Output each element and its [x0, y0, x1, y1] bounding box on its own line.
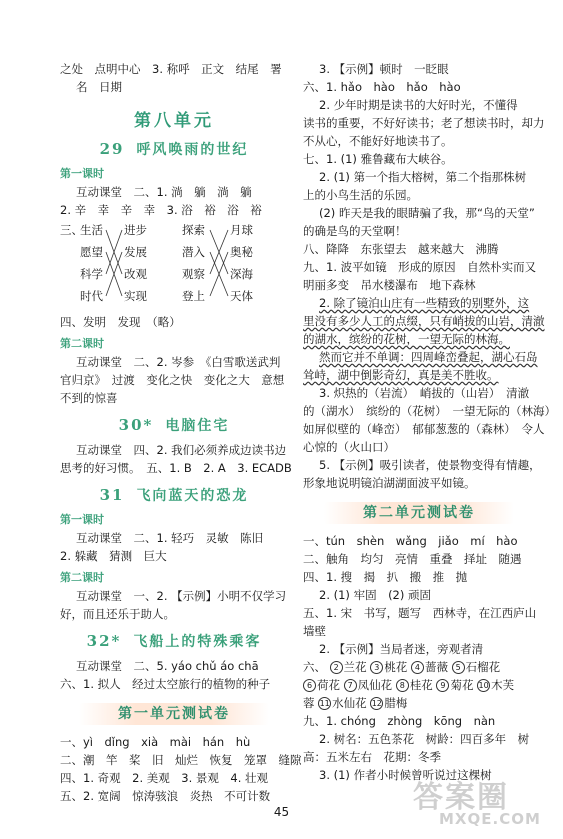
circled-number: 7: [344, 679, 357, 692]
text-line: 高：五米左右 花期：冬季: [303, 750, 441, 764]
test-section-title: [324, 502, 514, 524]
text-line: 四、发明 发现 （略）: [60, 315, 181, 329]
text-line: 不到的惊喜: [60, 391, 118, 405]
text-line: 互动课堂 四、2. 我们必须养成边读书边: [76, 443, 287, 457]
text-line: 五、1. 宋 书写，题写 西林寺，在江西庐山: [303, 606, 537, 620]
flower-name: 腊梅: [384, 696, 408, 710]
text-line: 二、潮 竿 桨 旧 灿烂 恢复 笼罩 缝隙: [60, 753, 302, 767]
lesson-title-32: [60, 631, 288, 651]
match-word: 潜入: [182, 245, 205, 259]
text-line: 2. 辛 幸 辛 幸 3. 浴 裕 浴 裕: [60, 203, 262, 217]
text-line: 五、2. 宽阔 惊涛骇浪 炎热 不可计数: [60, 789, 271, 803]
session-label: 第二课时: [60, 571, 104, 584]
circled-number: 3: [370, 661, 383, 674]
text-line: 互动课堂 二、1. 淌 躺 淌 躺: [76, 185, 252, 199]
test-title-text: 第二单元测试卷: [363, 505, 475, 521]
text-line: 六、1. 拟人 经过太空旅行的植物的种子: [60, 677, 271, 691]
text-line: 互动课堂 二、2. 岑参 《白雪歌送武判: [76, 355, 281, 369]
text-line: 2. (1) 牢固 (2) 顽固: [319, 588, 432, 602]
flower-answers-row: [303, 676, 535, 694]
flower-name: 水仙花: [332, 696, 367, 710]
match-word: 科学: [80, 267, 103, 281]
text-line: 的确是鸟的天堂啊！: [303, 224, 407, 238]
text-line: 之处 点明中心 3. 称呼 正文 结尾 署: [60, 62, 282, 76]
lesson-number: 32*: [86, 632, 122, 650]
match-word: 奥秘: [230, 245, 253, 259]
lesson-number: 30*: [118, 416, 154, 434]
lesson-name: 电脑住宅: [165, 418, 230, 434]
text-line: 七、1. (1) 雅鲁藏布大峡谷。: [303, 152, 453, 166]
match-word: 进步: [124, 223, 147, 237]
session-label: 第一课时: [60, 513, 104, 526]
exercise-number: 六、: [303, 660, 326, 674]
text-line: 好，而且还乐于助人。: [60, 607, 175, 621]
watermark-text: 答案圈: [413, 780, 509, 815]
session-label: 第一课时: [60, 167, 104, 180]
text-line: (2) 昨天是我的眼睛骗了我，那“鸟的天堂”: [319, 206, 535, 220]
lesson-number: 29: [99, 140, 125, 158]
text-line: 互动课堂 二、5. yáo chǔ áo chā: [76, 659, 259, 673]
circled-number: 12: [371, 699, 382, 708]
text-line: 二、触角 均匀 亮情 重叠 择址 随遇: [303, 552, 522, 566]
text-line: 的（湖水） 缤纷的（花树） 一望无际的（林海）: [303, 404, 556, 418]
text-line: 明丽多变 吊水楼瀑布 地下森林: [303, 278, 476, 292]
circled-number: 11: [319, 699, 330, 708]
text-line: 官归京》 过渡 变化之快 变化之大 意想: [60, 373, 285, 387]
text-line: 六、1. hǎo hào hǎo hào: [303, 80, 461, 94]
text-line: 一、tún shèn wǎng jiǎo mí hào: [303, 534, 518, 548]
text-line: 互动课堂 二、1. 轻巧 灵敏 陈旧: [76, 531, 264, 545]
lesson-title-30: [60, 415, 288, 435]
flower-name: 桃花: [384, 660, 408, 674]
flower-name: 蔷薇: [424, 660, 448, 674]
flower-name: 凤仙花: [357, 678, 393, 692]
test-title-text: 第一单元测试卷: [118, 706, 230, 722]
match-word: 实现: [124, 289, 147, 303]
text-line: 墙壁: [303, 624, 326, 638]
text-line: 2. 【示例】当局者迷，旁观者清: [319, 642, 484, 656]
lesson-title-29: [60, 139, 288, 159]
text-line: 上的小鸟生活的乐园。: [303, 188, 418, 202]
underlined-text-line: 的湖水，缤纷的花树，一望无际的林海。: [303, 332, 510, 346]
match-word: 月球: [230, 223, 253, 237]
text-line: 不从心，不能好好地读书了。: [303, 134, 453, 148]
text-line: 形象地说明镜泊湖湖面波平如镜。: [303, 476, 476, 490]
text-line: 如屏似壁的（峰峦） 郁郁葱葱的（森林） 令人: [303, 422, 545, 436]
circled-number: 5: [452, 661, 465, 674]
lesson-name: 飞船上的特殊乘客: [133, 634, 262, 650]
test-section-title: [79, 703, 269, 725]
left-column: [60, 60, 302, 805]
circled-number: 9: [436, 679, 449, 692]
text-line: 3. 炽热的（岩流） 峭拔的（山岩） 清澈: [319, 386, 530, 400]
match-word: 观察: [182, 267, 205, 281]
text-line: 3. (1) 作者小时候曾听说过这棵树: [319, 768, 492, 782]
underlined-text-line: 里没有多少人工的点缀，只有峭拔的山岩，清澈: [303, 314, 545, 328]
underlined-text-line: 2. 除了镜泊山庄有一些精致的别墅外，这: [319, 296, 530, 310]
text-line: 2. (1) 第一个指大榕树，第二个指那株树: [319, 170, 527, 184]
text-line: 2. 树名：五色茶花 树龄：四百多年 树: [319, 732, 530, 746]
match-word: 深海: [230, 267, 253, 281]
flower-name: 兰花: [343, 660, 367, 674]
flower-name: 桂花: [409, 678, 433, 692]
text-line: 名 日期: [76, 80, 122, 94]
text-line: 思考的好习惯。 五、1. B 2. A 3. ECADB: [60, 461, 292, 475]
unit-title: 第八单元: [134, 111, 214, 131]
underlined-text-line: 耸峙，湖中倒影奇幻，真是美不胜收。: [303, 368, 499, 382]
match-word: 时代: [80, 289, 103, 303]
text-line: 3. 【示例】顿时 一眨眼: [319, 62, 449, 76]
exercise-number: 三、: [60, 223, 83, 237]
flower-name: 石榴花: [465, 660, 501, 674]
flower-answers-row: [303, 658, 535, 676]
text-line: 四、1. 奇观 2. 美观 3. 景观 4. 壮观: [60, 771, 269, 785]
circled-number: 10: [478, 681, 489, 690]
text-line: 心惊的（火山口）: [303, 440, 395, 454]
watermark-logo: [395, 770, 560, 835]
match-word: 发展: [124, 245, 147, 259]
text-line: 九、1. 波平如镜 形成的原因 自然朴实而又: [303, 260, 537, 274]
flower-name: 荷花: [317, 678, 340, 692]
text-line: 2. 躲藏 猜测 巨大: [60, 549, 167, 563]
flower-name: 菊花: [450, 678, 474, 692]
flower-name: 蓉: [303, 696, 315, 710]
page-number: 45: [273, 805, 290, 819]
lesson-number: 31: [99, 486, 125, 504]
lesson-name: 飞向蓝天的恐龙: [136, 488, 249, 504]
text-line: 九、1. chóng zhòng kōng nàn: [303, 714, 496, 728]
text-line: 一、yì dǐng xià mài hán hù: [60, 735, 251, 749]
match-word: 探索: [182, 223, 205, 237]
match-word: 登上: [182, 289, 205, 303]
match-word: 改观: [124, 267, 147, 281]
text-line: 互动课堂 一、2. 【示例】小明不仅学习: [76, 589, 287, 603]
flower-answers-row: [303, 694, 535, 712]
circled-number: 8: [396, 679, 409, 692]
text-line: 八、降降 东张望去 越来越大 沸腾: [303, 242, 499, 256]
match-word: 愿望: [80, 245, 103, 259]
circled-number: 6: [303, 679, 316, 692]
circled-number: 2: [330, 661, 343, 674]
circled-number: 4: [411, 661, 424, 674]
text-line: 5. 【示例】吸引读者，使景物变得有情趣，: [319, 458, 541, 472]
lesson-name: 呼风唤雨的世纪: [136, 142, 249, 158]
right-column: [303, 60, 556, 784]
lesson-title-31: [60, 485, 288, 505]
match-word: 生活: [80, 223, 103, 237]
flower-name: 木芙: [491, 678, 515, 692]
text-line: 读书的重要，不好好读书；老了想读书时，却力: [303, 116, 545, 130]
session-label: 第二课时: [60, 337, 104, 350]
word-matching-exercise: [60, 221, 288, 311]
match-word: 天体: [230, 289, 253, 303]
underlined-text-line: 然而它并不单调：四周峰峦叠起，湖心石岛: [319, 350, 538, 364]
text-line: 2. 少年时期是读书的大好时光，不懂得: [319, 98, 518, 112]
watermark-url: MXQE.COM: [439, 810, 541, 828]
text-line: 四、1. 搜 揭 扒 搬 推 抛: [303, 570, 468, 584]
